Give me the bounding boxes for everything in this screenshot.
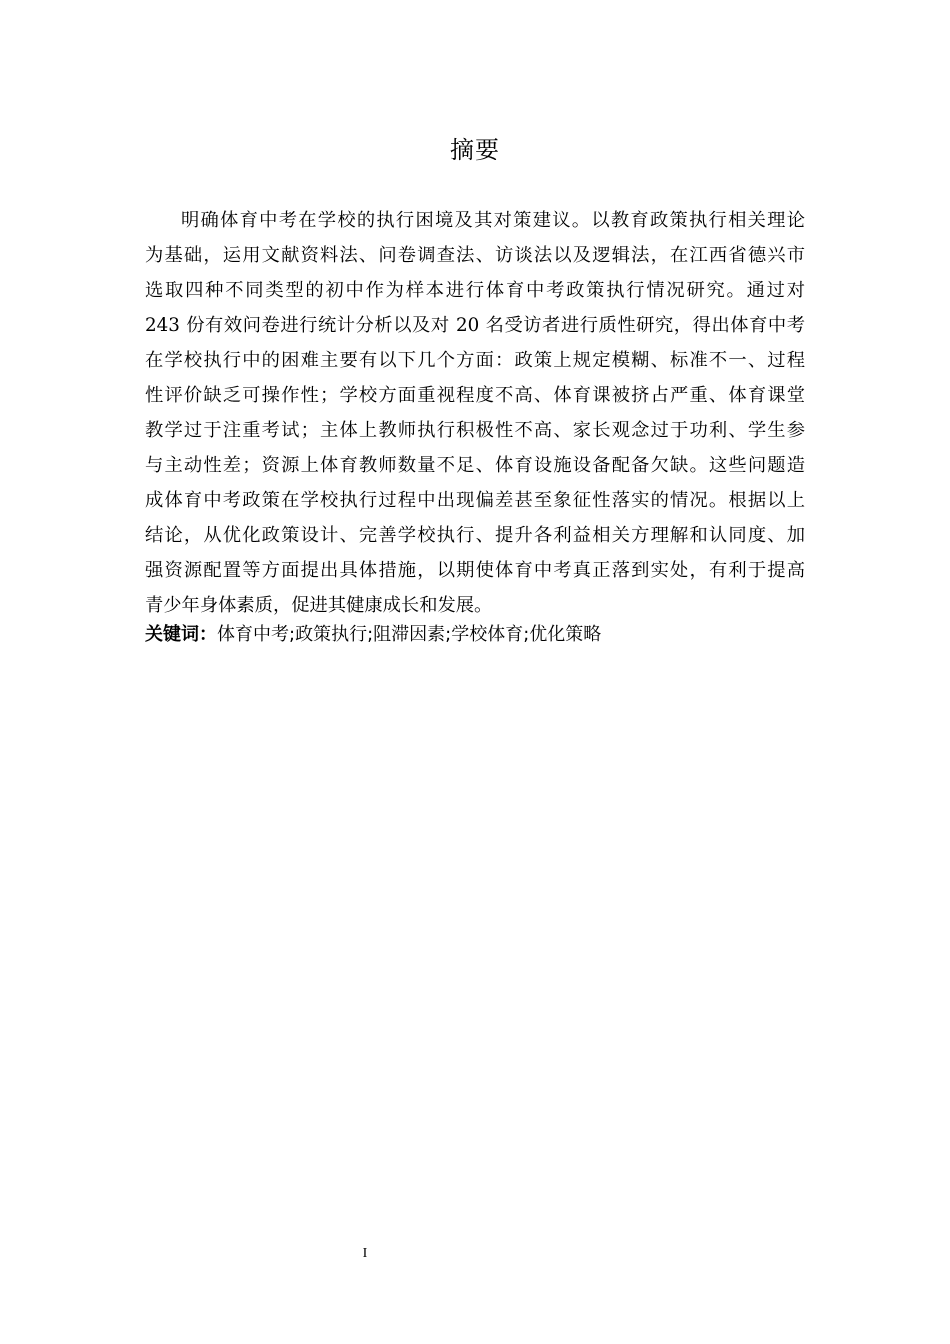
abstract-title: 摘要	[450, 136, 500, 164]
abstract-line: 为基础，运用文献资料法、问卷调查法、访谈法以及逻辑法，在江西省德兴市	[145, 245, 805, 266]
keywords-line	[145, 617, 601, 652]
abstract-line: 青少年身体素质，促进其健康成长和发展。	[145, 595, 493, 616]
keywords-text: 体育中考;政策执行;阻滞因素;学校体育;优化策略	[217, 624, 602, 645]
abstract-line: 结论，从优化政策设计、完善学校执行、提升各利益相关方理解和认同度、加	[145, 525, 805, 546]
abstract-line: 选取四种不同类型的初中作为样本进行体育中考政策执行情况研究。通过对	[145, 280, 805, 301]
keywords-label: 关键词：	[145, 624, 217, 645]
abstract-line: 明确体育中考在学校的执行困境及其对策建议。以教育政策执行相关理论	[181, 210, 805, 231]
abstract-line: 性评价缺乏可操作性；学校方面重视程度不高、体育课被挤占严重、体育课堂	[145, 385, 805, 406]
abstract-body	[145, 203, 805, 623]
abstract-line: 在学校执行中的困难主要有以下几个方面：政策上规定模糊、标准不一、过程	[145, 350, 805, 371]
abstract-line: 教学过于注重考试；主体上教师执行积极性不高、家长观念过于功利、学生参	[145, 420, 805, 441]
page-number: I	[362, 1246, 368, 1261]
abstract-line: 与主动性差；资源上体育教师数量不足、体育设施设备配备欠缺。这些问题造	[145, 455, 805, 476]
abstract-line: 强资源配置等方面提出具体措施，以期使体育中考真正落到实处，有利于提高	[145, 560, 805, 581]
abstract-line: 243 份有效问卷进行统计分析以及对 20 名受访者进行质性研究，得出体育中考	[145, 315, 805, 336]
abstract-line: 成体育中考政策在学校执行过程中出现偏差甚至象征性落实的情况。根据以上	[145, 490, 805, 511]
